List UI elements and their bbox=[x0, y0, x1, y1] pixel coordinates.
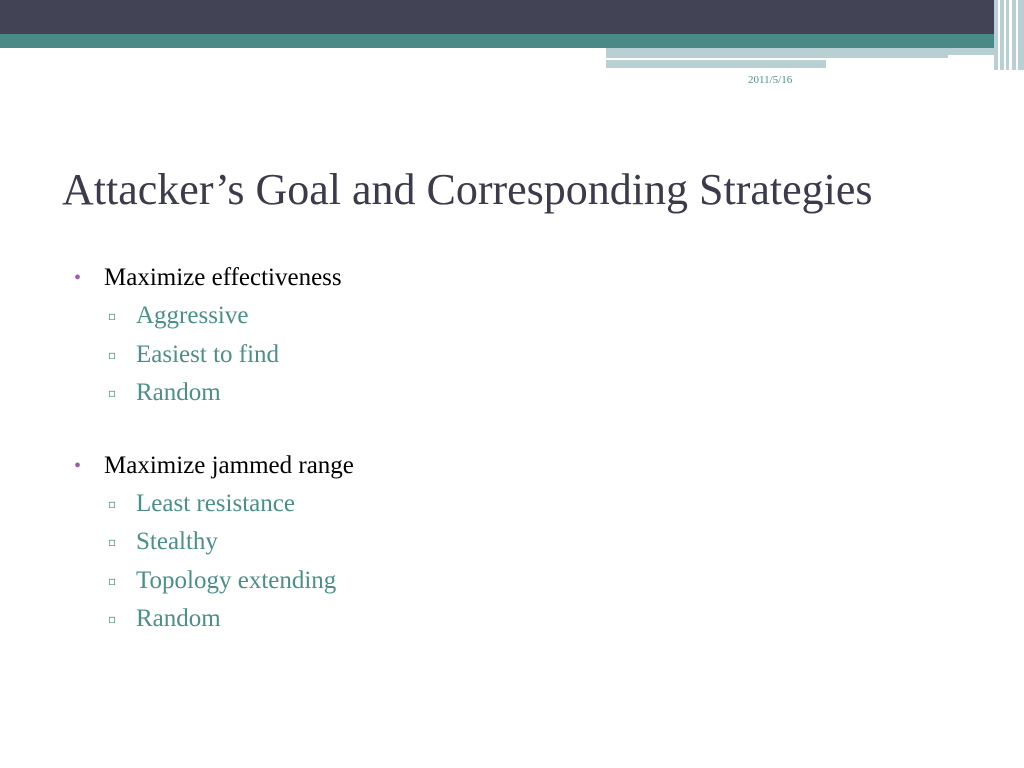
sub-bullet-item bbox=[104, 374, 954, 413]
slide-title: Attacker’s Goal and Corresponding Strategies bbox=[62, 165, 873, 214]
header-right-stripes bbox=[994, 0, 1024, 70]
sub-bullet-item bbox=[104, 336, 954, 375]
sub-bullet-item bbox=[104, 562, 954, 601]
square-bullet-icon: ▫ bbox=[108, 573, 117, 588]
bullet-label: Maximize jammed range bbox=[104, 451, 354, 479]
square-bullet-icon: ▫ bbox=[108, 496, 117, 511]
sub-bullet-label: Easiest to find bbox=[136, 340, 280, 368]
square-bullet-icon: ▫ bbox=[108, 535, 117, 549]
bullet-dot-icon: • bbox=[74, 454, 82, 477]
header-accent-band-short bbox=[606, 60, 826, 68]
header-accent-line bbox=[606, 55, 948, 58]
slide-date: 2011/5/16 bbox=[748, 74, 793, 86]
sub-bullet-list bbox=[104, 297, 954, 413]
sub-bullet-label: Topology extending bbox=[136, 566, 337, 594]
square-bullet-icon: ▫ bbox=[108, 309, 117, 323]
sub-bullet-item bbox=[104, 523, 954, 562]
bullet-item-jammed-range bbox=[74, 447, 954, 639]
sub-bullet-item bbox=[104, 485, 954, 524]
sub-bullet-list bbox=[104, 485, 954, 639]
bullet-list bbox=[74, 259, 954, 639]
sub-bullet-item bbox=[104, 297, 954, 336]
square-bullet-icon: ▫ bbox=[108, 612, 117, 626]
bullet-item-effectiveness bbox=[74, 259, 954, 413]
square-bullet-icon: ▫ bbox=[108, 386, 117, 400]
bullet-dot-icon: • bbox=[74, 267, 82, 289]
sub-bullet-item bbox=[104, 600, 954, 639]
bullet-label: Maximize effectiveness bbox=[104, 264, 342, 291]
sub-bullet-label: Random bbox=[136, 605, 221, 632]
sub-bullet-label: Least resistance bbox=[136, 489, 295, 517]
header-teal-band bbox=[0, 34, 1024, 48]
header-dark-band bbox=[0, 0, 1024, 34]
sub-bullet-label: Aggressive bbox=[136, 302, 249, 329]
header-accent-band bbox=[606, 48, 1024, 55]
sub-bullet-label: Random bbox=[136, 379, 221, 406]
square-bullet-icon: ▫ bbox=[108, 347, 117, 362]
sub-bullet-label: Stealthy bbox=[136, 528, 218, 555]
